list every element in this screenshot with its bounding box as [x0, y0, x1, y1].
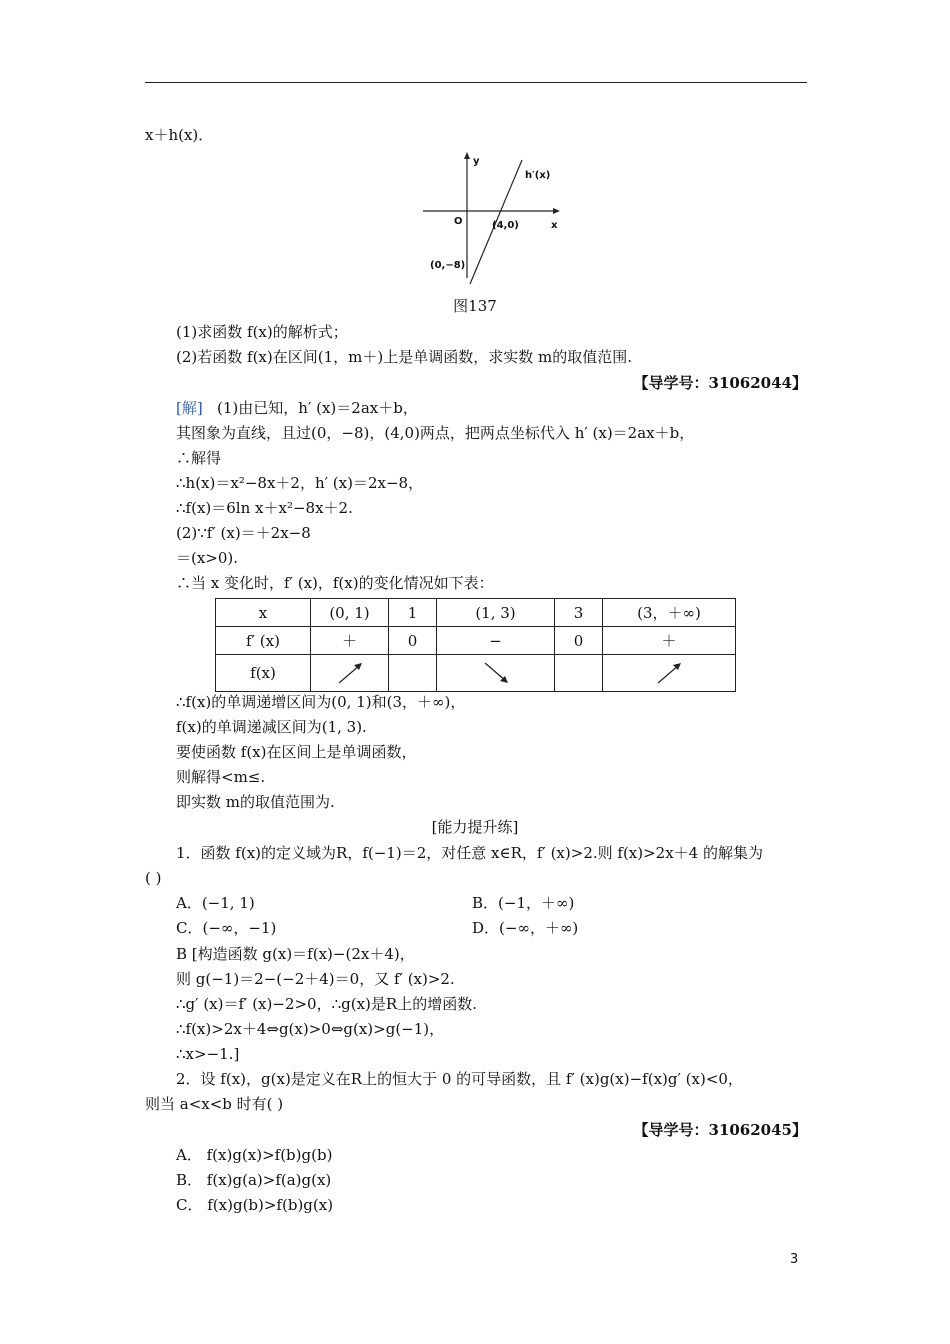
problem-1-solution-3: ∴g′ (x)＝f′ (x)−2>0，∴g(x)是R上的增函数. — [176, 995, 477, 1013]
continued-text: x＋h(x)． — [145, 126, 214, 144]
question-2: (2)若函数 f(x)在区间(1，m＋)上是单调函数，求实数 m的取值范围. — [176, 348, 632, 366]
table-row — [216, 599, 736, 627]
problem-1-option-c: C．(−∞，−1) — [176, 919, 277, 937]
after-table-line-2: f(x)的单调递减区间为(1, 3). — [176, 718, 367, 736]
increasing-arrow-icon — [335, 660, 365, 686]
figure-caption: 图137 — [453, 297, 497, 315]
problem-2-stem: 2．设 f(x)，g(x)是定义在R上的恒大于 0 的可导函数，且 f′ (x)g(x)−f(x)g′ (x)<0， — [176, 1070, 743, 1088]
header-rule — [145, 82, 807, 83]
curve-label: h′(x) — [525, 170, 551, 181]
problem-1-option-d: D．(−∞，＋∞) — [472, 919, 579, 937]
table-cell — [437, 655, 555, 692]
table-cell: f(x) — [216, 655, 311, 692]
variation-table — [215, 598, 736, 692]
table-cell: − — [437, 627, 555, 655]
problem-1-solution-1: B [构造函数 g(x)＝f(x)−(2x＋4)， — [176, 945, 415, 963]
problem-1-option-b: B．(−1，＋∞) — [472, 894, 575, 912]
table-cell: 0 — [389, 627, 437, 655]
table-cell — [555, 655, 603, 692]
table-row — [216, 655, 736, 692]
guide-number-2: 【导学号：31062045】 — [633, 1121, 807, 1139]
origin-label: O — [454, 216, 463, 227]
problem-2-option-c: C． f(x)g(b)>f(b)g(x) — [176, 1196, 334, 1214]
after-table-line-5: 即实数 m的取值范围为. — [176, 793, 335, 811]
solution-line-4: ∴h(x)＝x²−8x＋2，h′ (x)＝2x−8， — [176, 474, 424, 492]
problem-1-solution-2: 则 g(−1)＝2−(−2＋4)＝0，又 f′ (x)>2. — [176, 970, 455, 988]
table-cell: f′ (x) — [216, 627, 311, 655]
section-title: [能力提升练] — [431, 818, 519, 836]
point-0-neg8-label: (0,−8) — [430, 260, 466, 271]
table-cell: 0 — [555, 627, 603, 655]
table-cell: x — [216, 599, 311, 627]
after-table-line-4: 则解得<m≤. — [176, 768, 266, 786]
after-table-line-1: ∴f(x)的单调递增区间为(0, 1)和(3，＋∞)， — [176, 693, 466, 711]
guide-number-1: 【导学号：31062044】 — [633, 374, 807, 392]
problem-1-option-a: A．(−1, 1) — [176, 894, 255, 912]
solution-line-8: ∴当 x 变化时，f′ (x)，f(x)的变化情况如下表： — [176, 574, 494, 592]
problem-1-blank: ( ) — [145, 869, 162, 887]
solution-line-2: 其图象为直线，且过(0，−8)，(4,0)两点，把两点坐标代入 h′ (x)＝2ax＋b， — [176, 424, 695, 442]
problem-2-option-a: A． f(x)g(x)>f(b)g(b) — [176, 1146, 333, 1164]
table-cell: ＋ — [311, 627, 389, 655]
problem-1-solution-5: ∴x>−1.] — [176, 1045, 240, 1063]
solution-tag: [解] — [176, 399, 203, 417]
table-cell: (0, 1) — [311, 599, 389, 627]
solution-line-1: [解] (1)由已知，h′ (x)＝2ax＋b， — [176, 399, 418, 417]
problem-1-stem: 1．函数 f(x)的定义域为R，f(−1)＝2，对任意 x∈R，f′ (x)>2.则 f(x)>2x＋4 的解集为 — [176, 844, 763, 862]
increasing-arrow-icon — [654, 660, 684, 686]
after-table-line-3: 要使函数 f(x)在区间上是单调函数， — [176, 743, 417, 761]
table-cell: (3，＋∞) — [603, 599, 736, 627]
page-number: 3 — [790, 1252, 799, 1267]
y-axis-label: y — [473, 156, 480, 167]
solution-line-6: (2)∵f′ (x)＝＋2x−8 — [176, 524, 311, 542]
table-cell: ＋ — [603, 627, 736, 655]
solution-line-3: ∴解得 — [176, 449, 222, 467]
table-cell: (1, 3) — [437, 599, 555, 627]
table-cell: 1 — [389, 599, 437, 627]
problem-1-solution-4: ∴f(x)>2x＋4⇔g(x)>0⇔g(x)>g(−1)， — [176, 1020, 445, 1038]
graph-figure — [418, 148, 568, 288]
solution-line-7: ＝(x>0). — [176, 549, 239, 567]
table-row — [216, 627, 736, 655]
table-cell: 3 — [555, 599, 603, 627]
y-axis-arrow-icon — [464, 152, 470, 159]
x-axis-label: x — [551, 220, 558, 231]
point-4-0-label: (4,0) — [492, 220, 519, 231]
decreasing-arrow-icon — [481, 660, 511, 686]
table-cell — [311, 655, 389, 692]
solution-line-5: ∴f(x)＝6ln x＋x²−8x＋2. — [176, 499, 353, 517]
problem-2-option-b: B． f(x)g(a)>f(a)g(x) — [176, 1171, 332, 1189]
table-cell — [603, 655, 736, 692]
problem-2-stem-cont: 则当 a<x<b 时有( ) — [145, 1095, 284, 1113]
table-cell — [389, 655, 437, 692]
question-1: (1)求函数 f(x)的解析式； — [176, 323, 348, 341]
